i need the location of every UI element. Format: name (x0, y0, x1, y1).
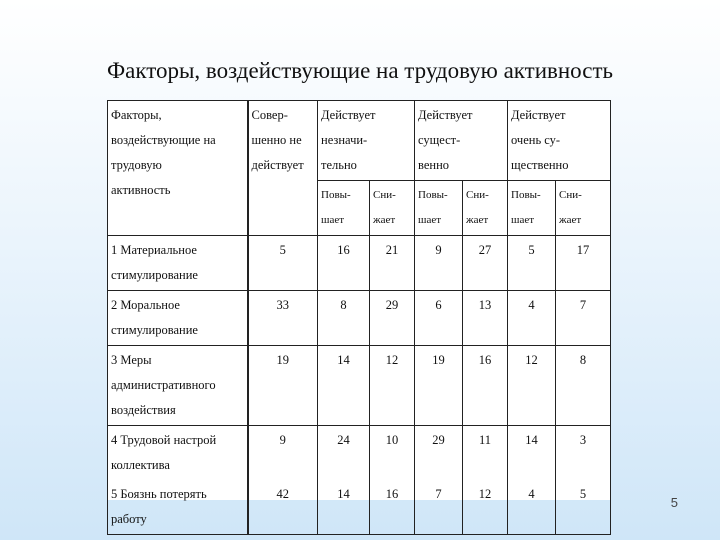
table-cell: 13 (463, 291, 508, 346)
table-cell: 3 (556, 426, 611, 481)
table-row (108, 346, 611, 426)
table-cell: 21 (370, 236, 415, 291)
table-cell: 42 (248, 480, 318, 535)
table-cell: 7 (556, 291, 611, 346)
header-substantial: Действует сущест- венно (415, 101, 508, 181)
subheader-decreases: Сни- жает (556, 181, 611, 236)
header-row-1 (108, 101, 611, 181)
table-cell: 4 (508, 291, 556, 346)
table-cell: 27 (463, 236, 508, 291)
table-cell: 10 (370, 426, 415, 481)
table-cell: 19 (248, 346, 318, 426)
table-cell: 24 (318, 426, 370, 481)
factors-table-container (107, 100, 610, 526)
table-cell: 5 (508, 236, 556, 291)
subheader-increases: Повы- шает (415, 181, 463, 236)
table-cell: 29 (415, 426, 463, 481)
table-cell: 33 (248, 291, 318, 346)
table-cell: 8 (318, 291, 370, 346)
header-minor: Действует незначи- тельно (318, 101, 415, 181)
table-cell: 5 (556, 480, 611, 535)
table-cell: 12 (508, 346, 556, 426)
table-cell: 16 (370, 480, 415, 535)
subheader-increases: Повы- шает (508, 181, 556, 236)
slide-title: Факторы, воздействующие на трудовую активность (106, 58, 614, 83)
table-cell: 4 (508, 480, 556, 535)
table-cell: 9 (248, 426, 318, 481)
table-cell: 7 (415, 480, 463, 535)
table-cell: 8 (556, 346, 611, 426)
subheader-increases: Повы- шает (318, 181, 370, 236)
header-factors: Факторы, воздействующие на трудовую активность (108, 101, 248, 236)
table-cell: 17 (556, 236, 611, 291)
table-cell: 19 (415, 346, 463, 426)
table-cell: 12 (463, 480, 508, 535)
table-cell: 29 (370, 291, 415, 346)
table-cell: 14 (318, 346, 370, 426)
page-number: 5 (670, 495, 678, 510)
table-cell: 14 (318, 480, 370, 535)
table-row (108, 236, 611, 291)
header-very-substantial: Действует очень су- щественно (508, 101, 611, 181)
row-factor-label: 2 Моральное стимулирование (108, 291, 248, 346)
table-cell: 11 (463, 426, 508, 481)
table-row (108, 426, 611, 481)
table-row (108, 291, 611, 346)
table-row (108, 480, 611, 535)
header-not-at-all: Совер- шенно не действует (248, 101, 318, 236)
table-cell: 16 (318, 236, 370, 291)
table-cell: 12 (370, 346, 415, 426)
row-factor-label: 3 Меры административного воздействия (108, 346, 248, 426)
subheader-decreases: Сни- жает (463, 181, 508, 236)
table-cell: 16 (463, 346, 508, 426)
row-factor-label: 5 Боязнь потерять работу (108, 480, 248, 535)
row-factor-label: 4 Трудовой настрой коллектива (108, 426, 248, 481)
subheader-decreases: Сни- жает (370, 181, 415, 236)
row-factor-label: 1 Материальное стимулирование (108, 236, 248, 291)
table-cell: 6 (415, 291, 463, 346)
table-cell: 9 (415, 236, 463, 291)
table-cell: 14 (508, 426, 556, 481)
factors-table (107, 100, 611, 535)
table-cell: 5 (248, 236, 318, 291)
